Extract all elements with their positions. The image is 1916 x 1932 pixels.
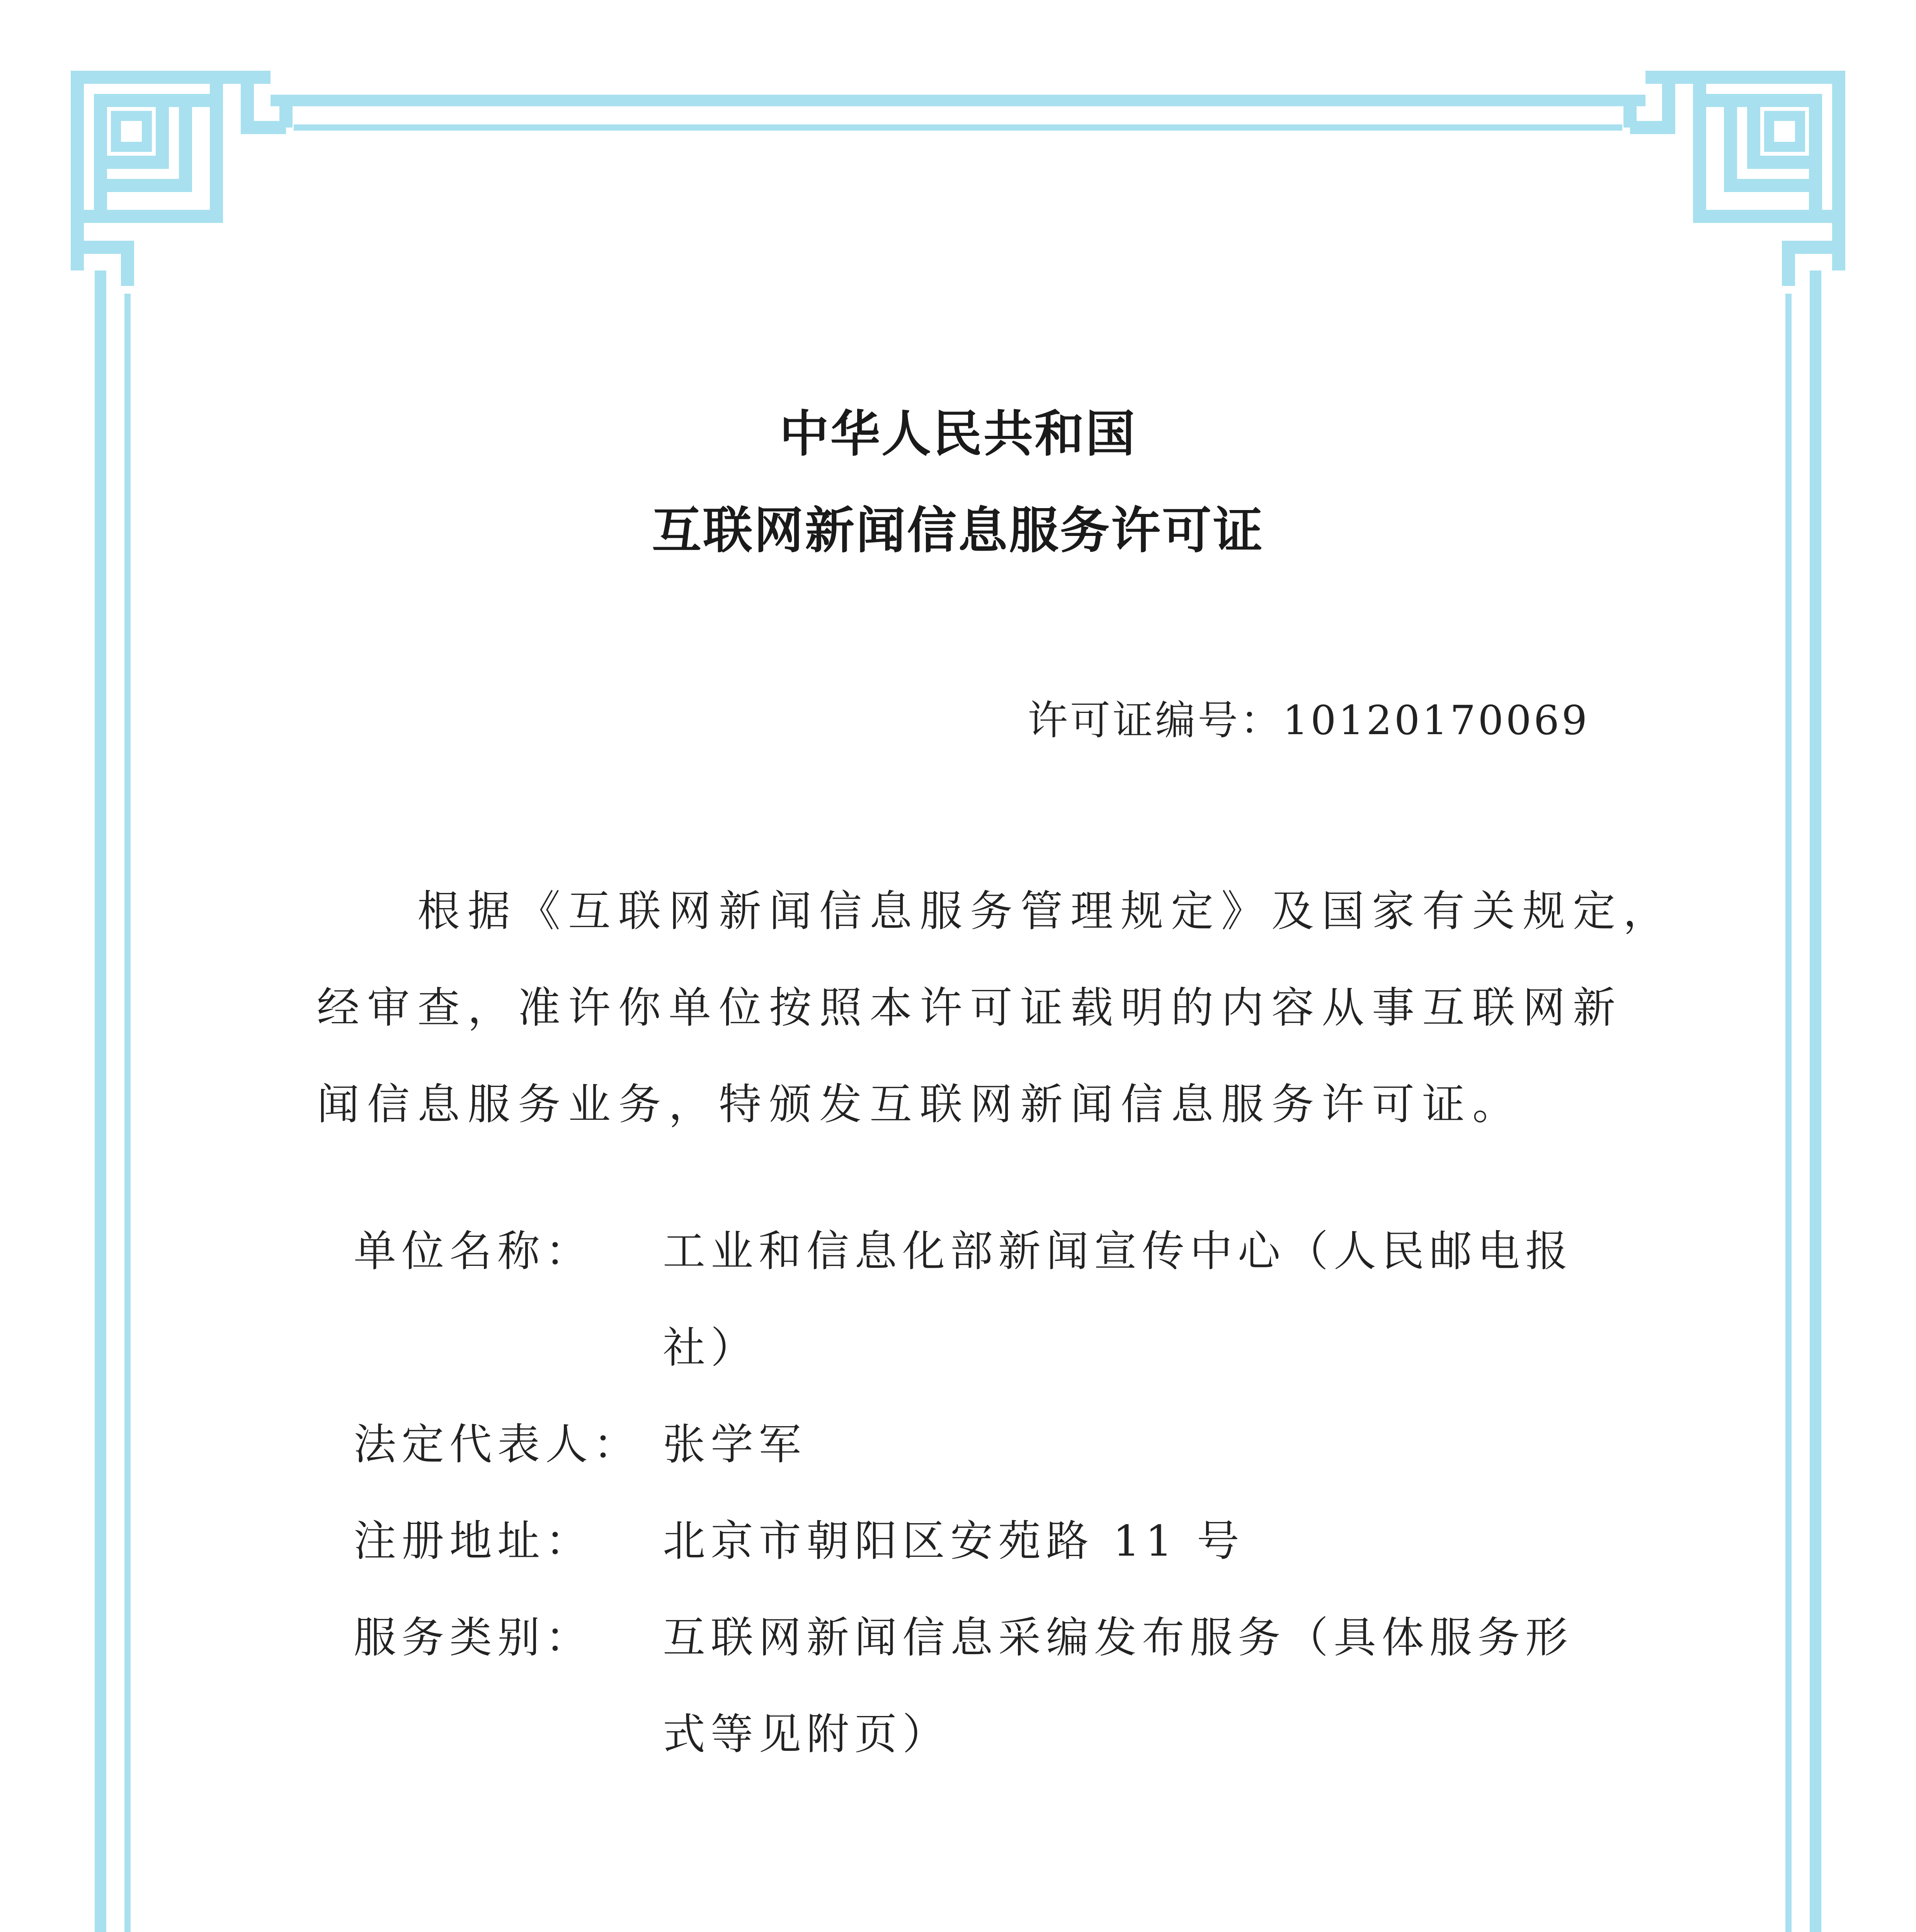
address-value: 北京市朝阳区安苑路 11 号 bbox=[663, 1516, 1245, 1566]
unit-name-value-cont: 社） bbox=[663, 1323, 759, 1372]
title-line-1: 中华人民共和国 bbox=[779, 405, 1137, 463]
service-type-value-cont: 式等见附页） bbox=[663, 1709, 950, 1759]
legal-rep-value: 张学军 bbox=[663, 1420, 807, 1469]
legal-rep-label: 法定代表人： bbox=[354, 1420, 641, 1469]
body-line-3: 闻信息服务业务，特颁发互联网新闻信息服务许可证。 bbox=[317, 1080, 1523, 1129]
body-line-2: 经审查，准许你单位按照本许可证载明的内容从事互联网新 bbox=[317, 983, 1623, 1032]
service-type-value: 互联网新闻信息采编发布服务（具体服务形 bbox=[663, 1613, 1573, 1662]
unit-name-label: 单位名称： bbox=[354, 1226, 593, 1276]
license-number: 许可证编号：10120170069 bbox=[1028, 697, 1589, 744]
official-seal bbox=[707, 1924, 1125, 1932]
unit-name-value: 工业和信息化部新闻宣传中心（人民邮电报 bbox=[663, 1226, 1573, 1276]
body-line-1: 根据《互联网新闻信息服务管理规定》及国家有关规定， bbox=[417, 886, 1673, 936]
address-label: 注册地址： bbox=[354, 1516, 593, 1566]
service-type-label: 服务类别： bbox=[354, 1613, 593, 1662]
title-line-2: 互联网新闻信息服务许可证 bbox=[652, 502, 1264, 560]
